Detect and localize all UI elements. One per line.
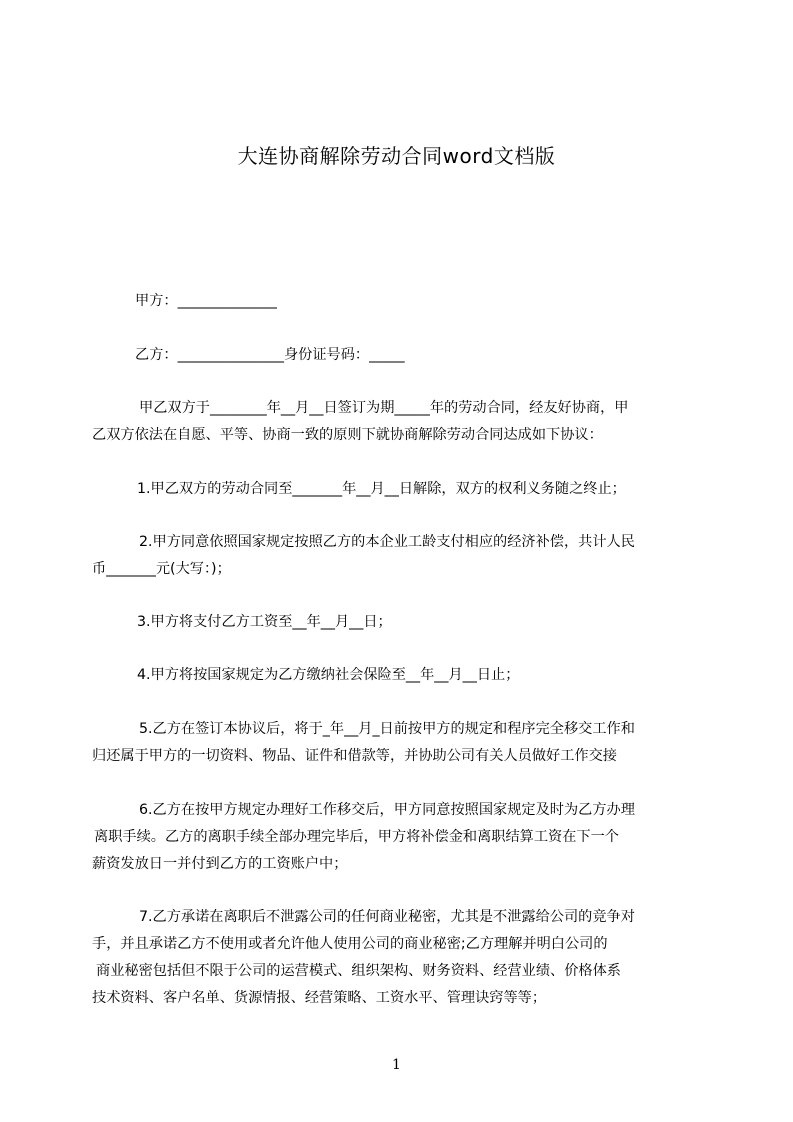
clause-1-line: 1.甲乙双方的劳动合同至_______年__月__日解除，双方的权利义务随之终止； (137, 481, 626, 497)
clause-2-line: 2.甲方同意依照国家规定按照乙方的本企业工龄支付相应的经济补偿，共计人民 (139, 534, 635, 550)
clause-5-line: 归还属于甲方的一切资料、物品、证件和借款等，并协助公司有关人员做好工作交接 (92, 748, 617, 764)
clause-3-line: 3.甲方将支付乙方工资至__年__月__日； (137, 614, 392, 630)
intro-line: 乙双方依法在自愿、平等、协商一致的原则下就协商解除劳动合同达成如下协议： (92, 427, 603, 443)
party-a-line: 甲方：______________ (135, 293, 277, 309)
intro-line: 甲乙双方于________年__月__日签订为期_____年的劳动合同，经友好协商，甲 (139, 400, 629, 416)
clause-5-line: 5.乙方在签订本协议后，将于_年__月_日前按甲方的规定和程序完全移交工作和 (139, 721, 635, 737)
clause-7-line: 商业秘密包括但不限于公司的运营模式、组织架构、财务资料、经营业绩、价格体系 (96, 963, 621, 979)
clause-7-line: 7.乙方承诺在离职后不泄露公司的任何商业秘密，尤其是不泄露给公司的竞争对 (139, 909, 635, 925)
clause-2-line: 币_______元(大写：)； (92, 561, 231, 577)
clause-6-line: 离职手续。乙方的离职手续全部办理完毕后，甲方将补偿金和离职结算工资在下一个 (94, 829, 619, 845)
clause-7-line: 手，并且承诺乙方不使用或者允许他人使用公司的商业秘密;乙方理解并明白公司的 (92, 936, 608, 952)
clause-6-line: 6.乙方在按甲方规定办理好工作移交后，甲方同意按照国家规定及时为乙方办理 (139, 802, 635, 818)
document-title: 大连协商解除劳动合同word文档版 (237, 144, 556, 168)
party-b-line: 乙方：_______________身份证号码：_____ (135, 347, 405, 363)
clause-4-line: 4.甲方将按国家规定为乙方缴纳社会保险至__年__月__日止； (137, 667, 520, 683)
clause-7-line: 技术资料、客户名单、货源情报、经营策略、工资水平、管理诀窍等等； (92, 990, 547, 1006)
page-number: 1 (392, 1057, 401, 1073)
clause-6-line: 薪资发放日一并付到乙方的工资账户中； (92, 856, 348, 872)
